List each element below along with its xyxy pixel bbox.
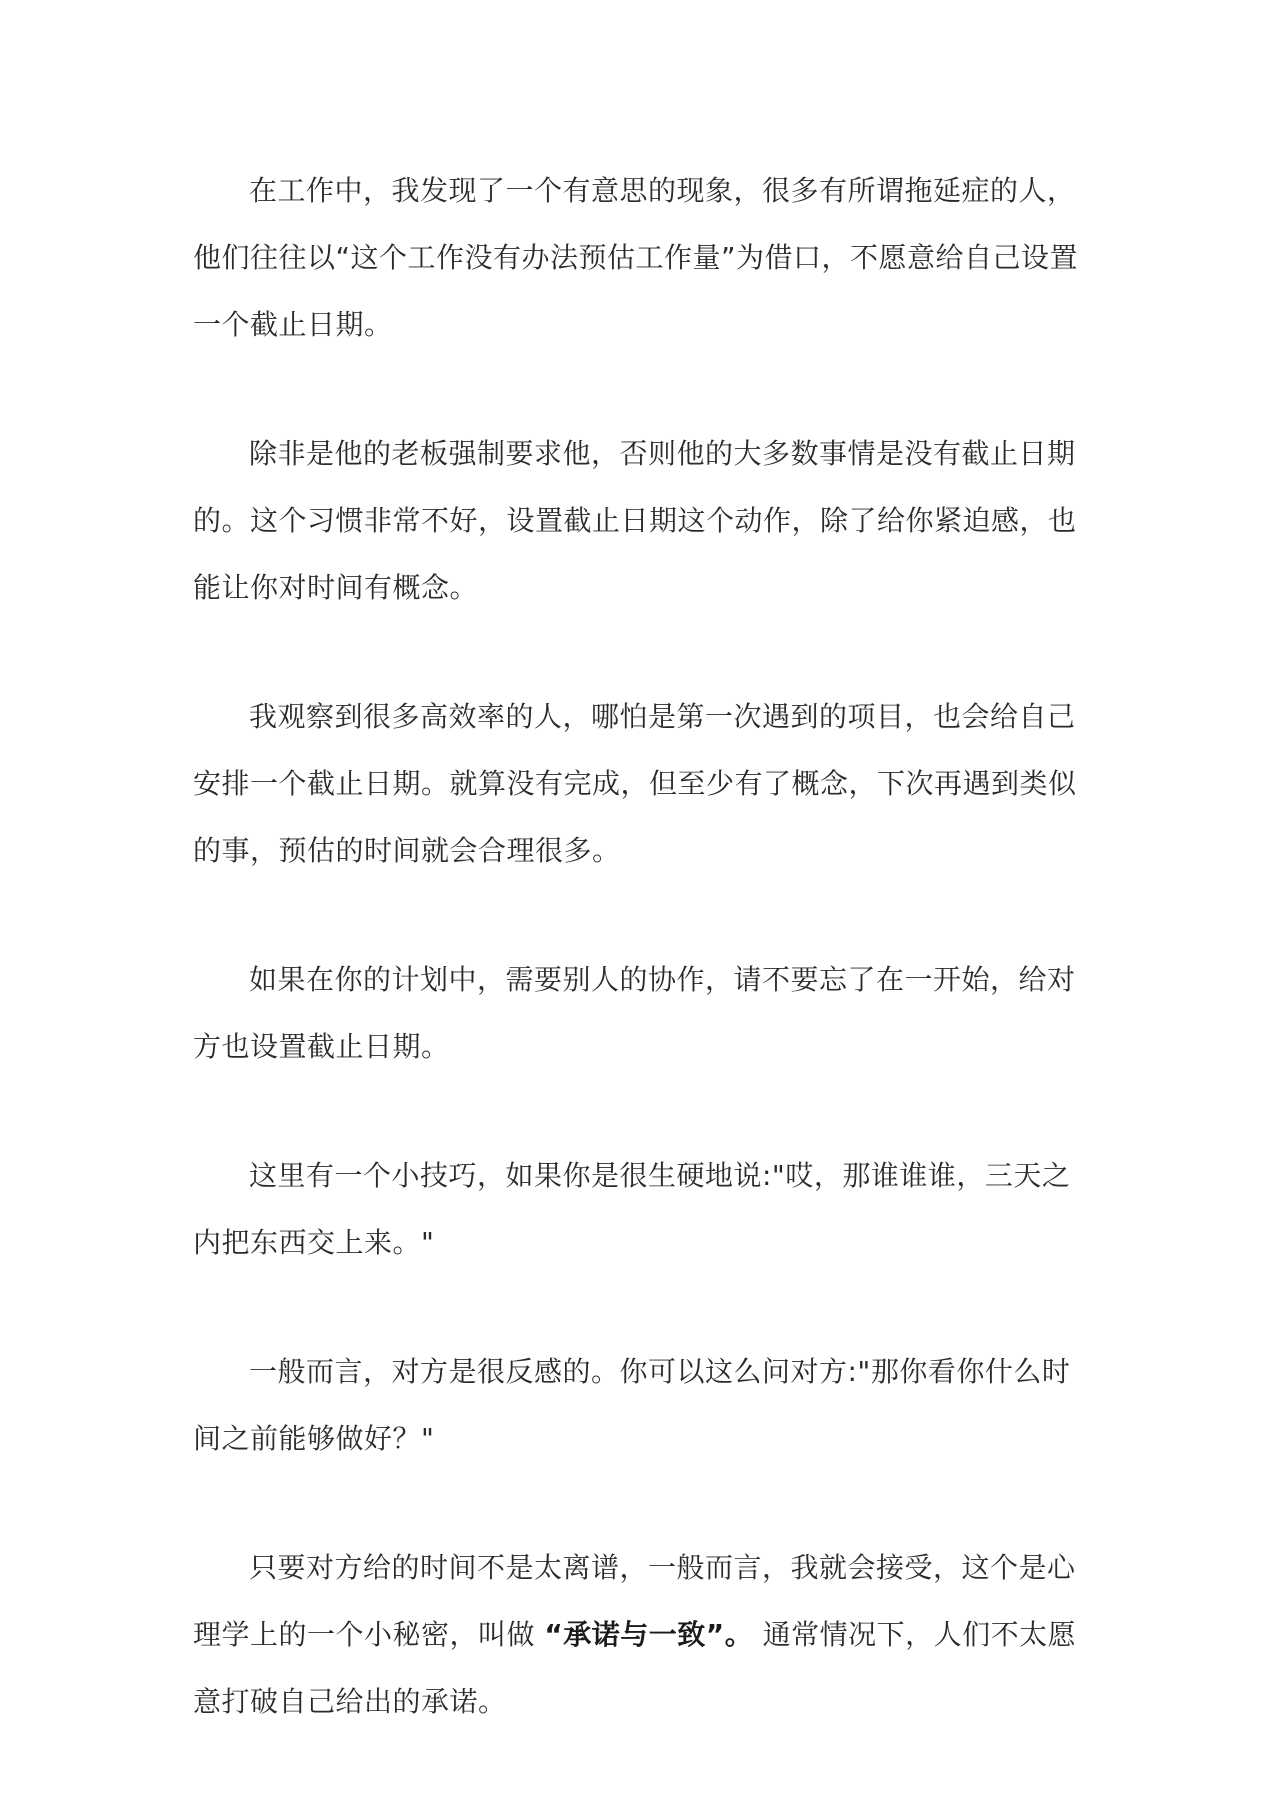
article-body — [193, 157, 1083, 1797]
paragraph-7 — [193, 1534, 1083, 1735]
paragraph-4: 如果在你的计划中，需要别人的协作，请不要忘了在一开始，给对方也设置截止日期。 — [193, 963, 1076, 1063]
paragraph-3: 我观察到很多高效率的人，哪怕是第一次遇到的项目，也会给自己安排一个截止日期。就算没有完成，但至少有了概念，下次再遇到类似的事，预估的时间就会合理很多。 — [193, 700, 1077, 867]
paragraph-7-text-before: 只要对方给的时间不是太离谱，一般而言，我就会接受，这个是心理学上的一个小秘密，叫做 — [193, 1551, 1076, 1651]
paragraph-5: 这里有一个小技巧，如果你是很生硬地说:"哎，那谁谁谁，三天之内把东西交上来。" — [193, 1159, 1071, 1259]
paragraph-6: 一般而言，对方是很反感的。你可以这么问对方:"那你看你什么时间之前能够做好？" — [193, 1355, 1071, 1455]
paragraph-2: 除非是他的老板强制要求他，否则他的大多数事情是没有截止日期的。这个习惯非常不好，设置截止日期这个动作，除了给你紧迫感，也能让你对时间有概念。 — [193, 437, 1077, 604]
paragraph-7-text-after: 通常情况下，人们不太愿意打破自己给出的承诺。 — [193, 1618, 1077, 1718]
emphasis-commitment-consistency: “承诺与一致”。 — [544, 1618, 754, 1651]
paragraph-1: 在工作中，我发现了一个有意思的现象，很多有所谓拖延症的人，他们往往以“这个工作没有办法预估工作量”为借口，不愿意给自己设置一个截止日期。 — [193, 174, 1079, 341]
